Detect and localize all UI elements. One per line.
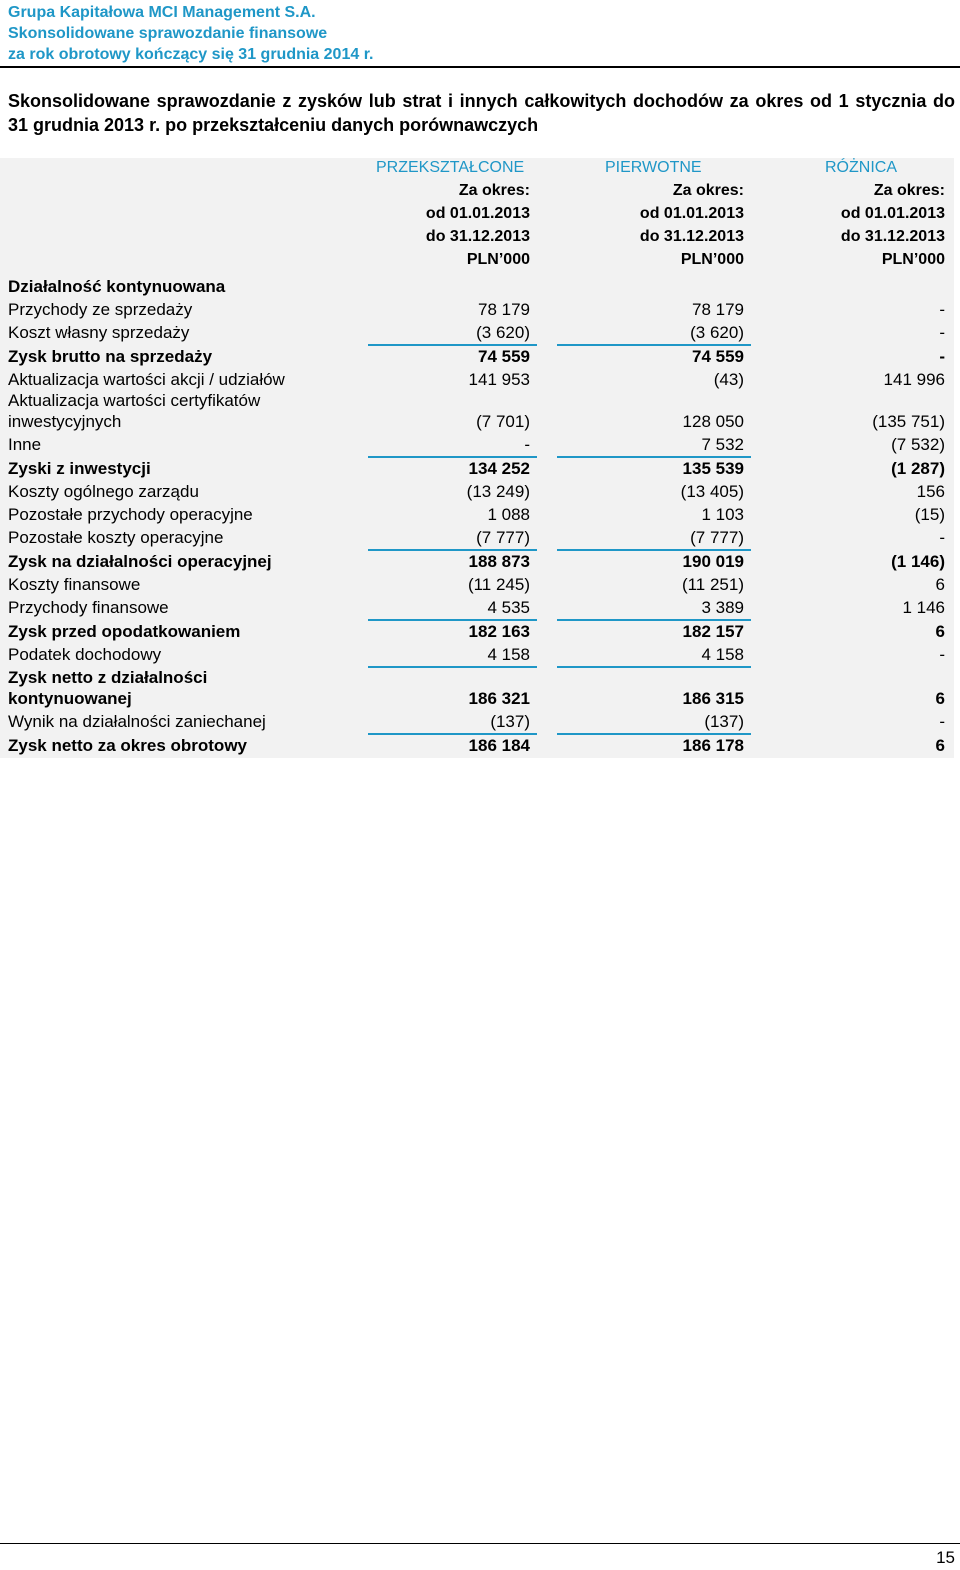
period-from: od 01.01.2013 <box>840 205 945 222</box>
value-original: (11 251) <box>681 575 744 594</box>
statement-title: Skonsolidowane sprawozdanie z zysków lub strat i innych całkowitych dochodów za okres od 1 stycznia do 31 grudnia 2013 r. po przekształceniu danych porównawczych <box>8 91 955 135</box>
value-difference: - <box>939 300 945 319</box>
row-label: Koszt własny sprzedaży <box>8 323 190 342</box>
value-original: (13 405) <box>680 482 744 501</box>
unit-label: PLN’000 <box>680 251 744 268</box>
period-from: od 01.01.2013 <box>425 205 530 222</box>
report-period: za rok obrotowy kończący się 31 grudnia 2014 r. <box>8 46 374 63</box>
value-difference: - <box>939 712 945 731</box>
value-original: 186 315 <box>682 689 744 708</box>
period-from: od 01.01.2013 <box>639 205 744 222</box>
value-original: 78 179 <box>692 300 744 319</box>
value-restated: 186 184 <box>468 736 530 755</box>
period-label: Za okres: <box>458 182 530 199</box>
column-header-difference: RÓŻNICA <box>825 159 897 176</box>
value-difference: - <box>939 528 945 547</box>
period-to: do 31.12.2013 <box>840 228 945 245</box>
value-restated: 1 088 <box>487 505 530 524</box>
value-original: 128 050 <box>682 412 744 431</box>
value-restated: 182 163 <box>468 622 530 641</box>
value-original: (3 620) <box>690 323 744 342</box>
subtotal-underline <box>557 666 751 668</box>
report-name: Skonsolidowane sprawozdanie finansowe <box>8 25 328 42</box>
value-difference: 6 <box>935 575 945 594</box>
value-difference: (7 532) <box>891 435 945 454</box>
value-restated: 134 252 <box>468 459 530 478</box>
unit-label: PLN’000 <box>881 251 945 268</box>
value-restated: (7 701) <box>476 412 530 431</box>
column-header-original: PIERWOTNE <box>605 159 702 176</box>
value-restated: (11 245) <box>467 575 530 594</box>
value-original: 182 157 <box>682 622 744 641</box>
value-restated: 4 535 <box>487 598 530 617</box>
value-difference: - <box>939 347 945 366</box>
value-difference: 6 <box>935 736 945 755</box>
value-difference: 1 146 <box>902 598 945 617</box>
value-difference: - <box>939 323 945 342</box>
row-label: Zysk brutto na sprzedaży <box>8 347 213 366</box>
company-name: Grupa Kapitałowa MCI Management S.A. <box>8 4 316 21</box>
unit-label: PLN’000 <box>466 251 530 268</box>
value-restated: (3 620) <box>476 323 530 342</box>
value-original: 135 539 <box>682 459 744 478</box>
value-difference: (15) <box>914 505 945 524</box>
subtotal-underline <box>368 666 537 668</box>
row-label: Zysk netto z działalności kontynuowanej <box>8 668 208 708</box>
value-difference: (135 751) <box>872 412 945 431</box>
column-header-restated: PRZEKSZTAŁCONE <box>376 159 525 176</box>
value-difference: 156 <box>916 482 945 501</box>
value-original: 186 178 <box>682 736 744 755</box>
value-restated: 78 179 <box>478 300 530 319</box>
value-original: 190 019 <box>682 552 744 571</box>
footer-divider <box>0 1543 960 1544</box>
value-restated: 186 321 <box>468 689 530 708</box>
value-restated: 74 559 <box>478 347 530 366</box>
row-label: Przychody finansowe <box>8 598 169 617</box>
row-label: Zysk przed opodatkowaniem <box>8 622 241 641</box>
value-original: 3 389 <box>701 598 744 617</box>
value-restated: 141 953 <box>468 370 530 389</box>
value-restated: (137) <box>490 712 530 731</box>
page-number: 15 <box>936 1548 955 1567</box>
value-original: 7 532 <box>701 435 744 454</box>
value-difference: (1 287) <box>891 459 945 478</box>
value-difference: 6 <box>935 689 945 708</box>
income-statement-table: PRZEKSZTAŁCONE PIERWOTNE RÓŻNICA Za okres: Za okres: Za okres: od 01.01.2013 od 01.01.2013 od 01.01.2013 do 31.12.2013 do 31.12.2013 do 31.12.2013 PLN’000 PLN’000 PLN’000 Działalność kontynuowana Przychody ze sprzedaży 78 179 78 179 - Koszt własny sprzedaży (3 620) (3 620) - Zysk brutto na sprzedaży 74 559 74 559 - Aktualizacja wartości akcji / udziałów 141 953 (43) 141 996 Aktualizacja wartości certyfikatów inwestycyjnych (7 701) 128 050 (135 751) Inne - 7 532 (7 532) Zyski z inwestycji 134 252 135 539 (1 287) Koszty ogólnego zarządu (13 249) (13 405) 156 Pozostałe przychody operacyjne 1 088 1 103 (15) Pozostałe koszty operacyjne (7 777) (7 777) - Zysk na działalności operacyjnej 188 873 190 019 (1 146) Koszty finansowe (11 245) (11 251) 6 Przychody finansowe 4 535 3 389 1 146 Zysk przed opodatkowaniem 182 163 182 157 6 Podatek dochodowy 4 158 4 158 - Zysk netto z działalności kontynuowanej 186 321 186 315 6 Wynik na działalności zaniechanej (137) (137) - Zysk netto za okres obrotowy 186 184 186 178 6 <box>0 158 954 758</box>
value-restated: - <box>524 435 530 454</box>
row-label: Zyski z inwestycji <box>8 459 151 478</box>
value-original: 74 559 <box>692 347 744 366</box>
value-original: 1 103 <box>701 505 744 524</box>
row-label: Koszty finansowe <box>8 575 141 594</box>
row-label: Aktualizacja wartości certyfikatów inwestycyjnych <box>8 391 261 431</box>
value-difference: (1 146) <box>891 552 945 571</box>
row-label: Koszty ogólnego zarządu <box>8 482 199 501</box>
value-difference: - <box>939 645 945 664</box>
value-difference: 6 <box>935 622 945 641</box>
row-label: Przychody ze sprzedaży <box>8 300 193 319</box>
report-header <box>8 2 373 65</box>
row-label: Podatek dochodowy <box>8 645 162 664</box>
row-label: Inne <box>8 435 42 454</box>
value-original: (43) <box>713 370 744 389</box>
row-label: Pozostałe przychody operacyjne <box>8 505 253 524</box>
period-label: Za okres: <box>672 182 744 199</box>
value-difference: 141 996 <box>883 370 945 389</box>
header-divider <box>0 66 960 68</box>
value-restated: 188 873 <box>468 552 530 571</box>
row-label: Pozostałe koszty operacyjne <box>8 528 224 547</box>
period-to: do 31.12.2013 <box>639 228 744 245</box>
row-label: Zysk netto za okres obrotowy <box>8 736 247 755</box>
value-original: (137) <box>704 712 744 731</box>
value-restated: 4 158 <box>487 645 530 664</box>
value-restated: (7 777) <box>476 528 530 547</box>
value-original: (7 777) <box>690 528 744 547</box>
row-label: Aktualizacja wartości akcji / udziałów <box>8 370 285 389</box>
value-original: 4 158 <box>701 645 744 664</box>
row-label: Wynik na działalności zaniechanej <box>8 712 266 731</box>
row-label: Zysk na działalności operacyjnej <box>8 552 272 571</box>
value-restated: (13 249) <box>466 482 530 501</box>
period-label: Za okres: <box>873 182 945 199</box>
period-to: do 31.12.2013 <box>425 228 530 245</box>
